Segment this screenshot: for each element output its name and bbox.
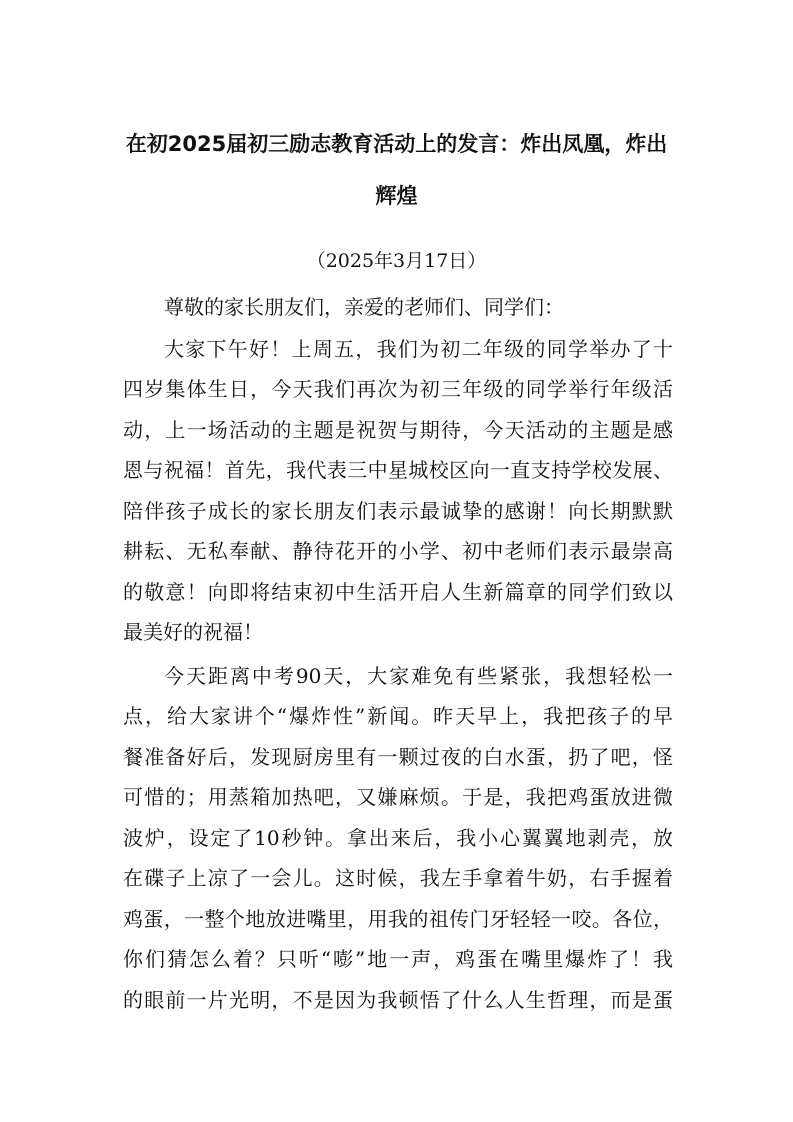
para1-line: 最美好的祝福！ <box>123 620 263 644</box>
para2-line: 点，给大家讲个“爆炸性”新闻。昨天早上，我把孩子的早 <box>123 704 673 728</box>
para1-line: 大家下午好！上周五，我们为初二年级的同学举办了十 <box>164 337 673 361</box>
para1-line: 陪伴孩子成长的家长朋友们表示最诚挚的感谢！向长期默默 <box>123 499 673 523</box>
salutation: 尊敬的家长朋友们，亲爱的老师们、同学们： <box>164 295 564 319</box>
para2-line: 你们猜怎么着？只听“嘭”地一声，鸡蛋在嘴里爆炸了！我 <box>123 947 673 971</box>
para1-line: 耕耘、无私奉献、静待花开的小学、初中老师们表示最崇高 <box>123 539 673 563</box>
para1-line: 动，上一场活动的主题是祝贺与期待，今天活动的主题是感 <box>123 418 673 442</box>
para1-line: 四岁集体生日，今天我们再次为初三年级的同学举行年级活 <box>123 377 673 401</box>
para2-line: 今天距离中考90天，大家难免有些紧张，我想轻松一 <box>164 664 673 688</box>
speech-title-line-2: 辉煌 <box>375 184 418 208</box>
para2-line: 波炉，设定了10秒钟。拿出来后，我小心翼翼地剥壳，放 <box>123 826 673 850</box>
speech-date: （2025年3月17日） <box>306 250 487 272</box>
para2-line: 可惜的；用蒸箱加热吧，又嫌麻烦。于是，我把鸡蛋放进微 <box>123 785 673 809</box>
para1-line: 恩与祝福！首先，我代表三中星城校区向一直支持学校发展、 <box>123 458 673 482</box>
para2-line: 在碟子上凉了一会儿。这时候，我左手拿着牛奶，右手握着 <box>123 866 673 890</box>
speech-title-line-1: 在初2025届初三励志教育活动上的发言：炸出凤凰，炸出 <box>125 132 668 156</box>
para2-line: 餐准备好后，发现厨房里有一颗过夜的白水蛋，扔了吧，怪 <box>123 745 673 769</box>
para2-line: 的眼前一片光明，不是因为我顿悟了什么人生哲理，而是蛋 <box>123 988 673 1012</box>
para2-line: 鸡蛋，一整个地放进嘴里，用我的祖传门牙轻轻一咬。各位， <box>123 907 673 931</box>
para1-line: 的敬意！向即将结束初中生活开启人生新篇章的同学们致以 <box>123 580 673 604</box>
